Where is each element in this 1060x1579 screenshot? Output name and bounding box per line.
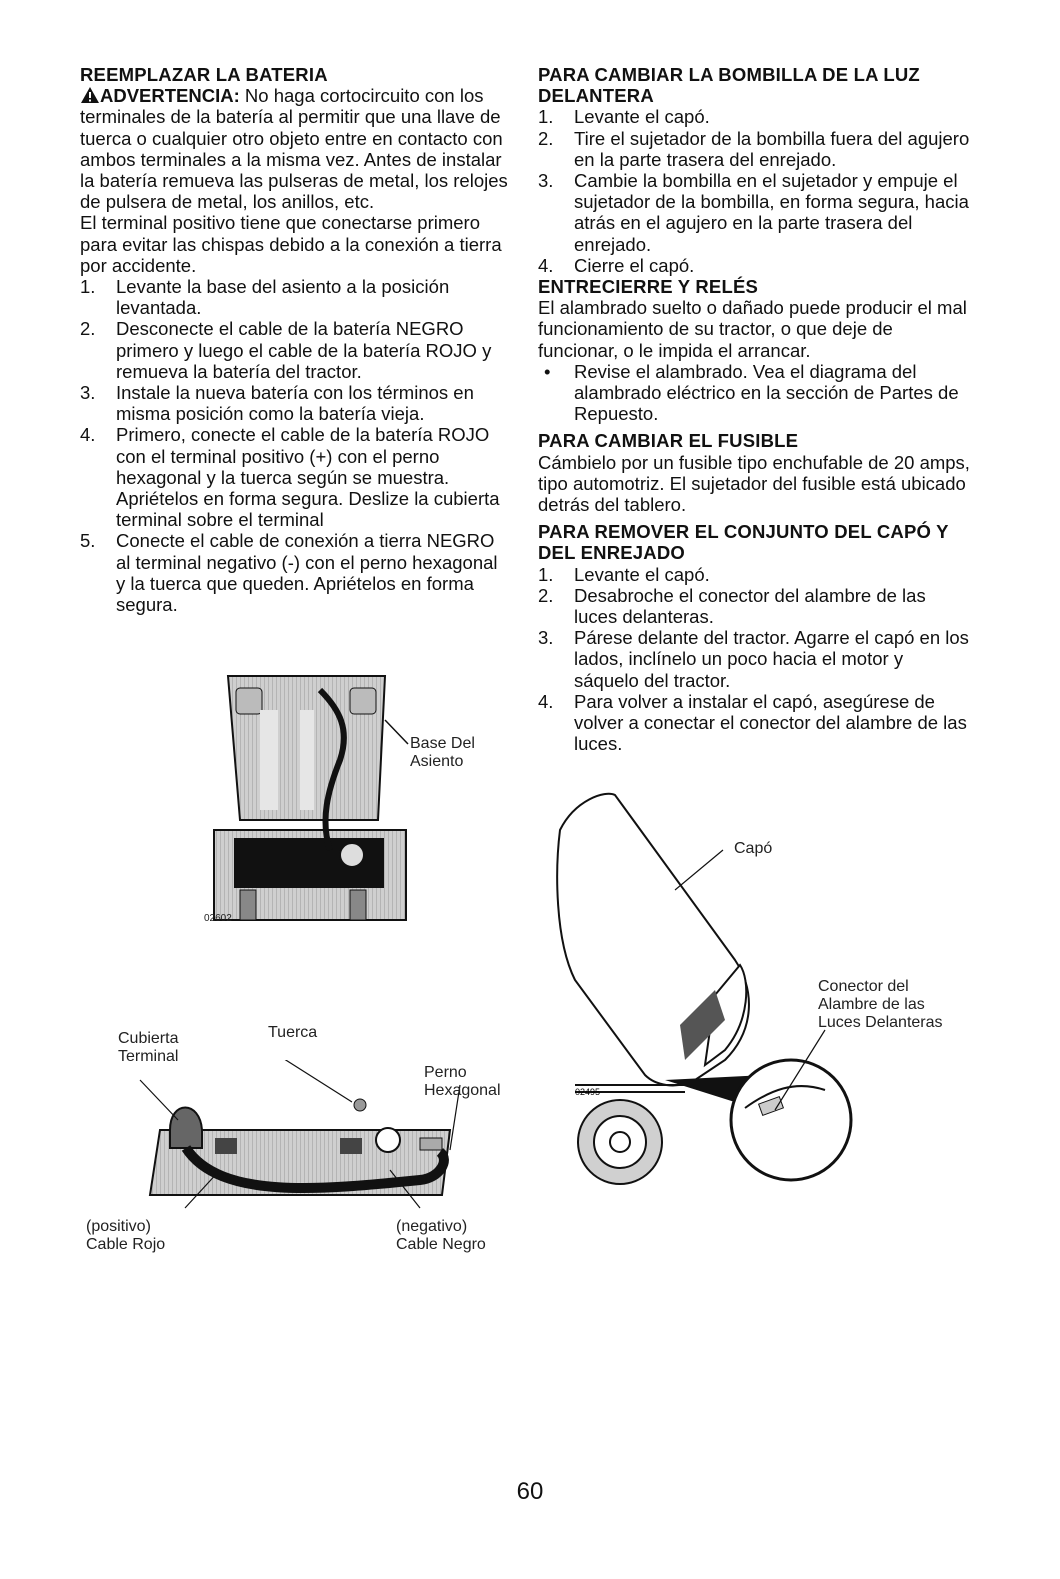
relays-bullets	[538, 361, 970, 425]
battery-steps	[80, 276, 510, 615]
warning-label: ADVERTENCIA:	[100, 85, 240, 107]
hood-label-connector-3: Luces Delanteras	[818, 1014, 943, 1031]
hood-step-text: Desabroche el conector del alambre de las luces delanteras.	[574, 584, 926, 628]
hood-heading: PARA REMOVER EL CONJUNTO DEL CAPÓ Y DEL ENREJADO	[538, 521, 949, 564]
battery-step	[80, 382, 510, 424]
battery-step-text: Levante la base del asiento a la posición levantada.	[116, 276, 450, 319]
battery-label-perno-1: Perno	[424, 1064, 467, 1081]
hood-step	[538, 691, 970, 755]
battery-illustration	[120, 1060, 470, 1210]
seat-label-2: Asiento	[410, 753, 464, 770]
bulb-step	[538, 106, 970, 127]
bulb-step-number: 2.	[538, 127, 554, 149]
page-number: 60	[516, 1478, 544, 1505]
seat-figure-code: 02602	[204, 913, 232, 924]
hood-step-number: 2.	[538, 584, 554, 606]
bulb-step-number: 3.	[538, 170, 554, 192]
battery-step-text: Desconecte el cable de la batería NEGRO primero y luego el cable de la batería ROJO y remueva la batería del tractor.	[116, 318, 492, 382]
hood-step-text: Para volver a instalar el capó, asegúrese de volver a conectar el conector del alambre de las luces.	[574, 690, 967, 755]
battery-heading: REEMPLAZAR LA BATERIA	[80, 64, 328, 85]
hood-step-number: 4.	[538, 690, 554, 712]
bulb-step-number: 1.	[538, 106, 554, 128]
battery-step-number: 2.	[80, 318, 96, 340]
relays-heading: ENTRECIERRE Y RELÉS	[538, 276, 759, 298]
bulb-step-text: Tire el sujetador de la bombilla fuera del agujero en la parte trasera del enrejado.	[574, 127, 970, 170]
battery-step-text: Instale la nueva batería con los términos en misma posición como la batería vieja.	[116, 382, 474, 425]
bulb-step-text: Cambie la bombilla en el sujetador y empuje el sujetador de la bombilla, en forma segura, hacia atrás en el agujero en la parte trasera del enrejado.	[574, 170, 969, 255]
warning-paragraph	[80, 85, 510, 212]
hood-label-capo: Capó	[734, 840, 773, 857]
bulb-step	[538, 128, 970, 170]
battery-step	[80, 276, 510, 318]
hood-label-connector-2: Alambre de las	[818, 996, 925, 1013]
hood-step-text: Levante el capó.	[574, 563, 710, 585]
battery-step-number: 4.	[80, 424, 96, 446]
relays-text: El alambrado suelto o dañado puede producir el mal funcionamiento de su tractor, o que deje de funcionar, o le impida el arrancar.	[538, 297, 967, 361]
bulb-step	[538, 255, 970, 276]
warning-text: No haga cortocircuito con los terminales de la batería al permitir que una llave de tuerca o cualquier otro objeto entre en contacto con ambos terminales a la misma vez. Antes de instalar la batería remueva las pulseras de metal, los relojes de pulsera de metal, los anillos, etc.	[80, 85, 508, 213]
fuse-text: Cámbielo por un fusible tipo enchufable de 20 amps, tipo automotriz. El sujetador del fusible está ubicado detrás del tablero.	[538, 451, 970, 516]
hood-step	[538, 564, 970, 585]
battery-step-number: 5.	[80, 530, 96, 552]
battery-step	[80, 318, 510, 382]
bulb-step-number: 4.	[538, 254, 554, 276]
relays-bullet-text: Revise el alambrado. Vea el diagrama del alambrado eléctrico en la sección de Partes de Repuesto.	[574, 360, 959, 425]
battery-step	[80, 530, 510, 615]
fuse-heading: PARA CAMBIAR EL FUSIBLE	[538, 430, 799, 452]
warning-triangle-icon	[80, 86, 100, 104]
bulb-heading: PARA CAMBIAR LA BOMBILLA DE LA LUZ DELANTERA	[538, 64, 920, 107]
hood-step	[538, 585, 970, 627]
battery-label-negative-1: (negativo)	[396, 1218, 468, 1235]
battery-step-text: Conecte el cable de conexión a tierra NEGRO al terminal negativo (-) con el perno hexagonal y la tuerca que queden. Apriételos en forma segura.	[116, 530, 498, 616]
battery-step-number: 1.	[80, 276, 96, 298]
bulb-steps	[538, 106, 970, 276]
battery-label-positive-1: (positivo)	[86, 1218, 151, 1235]
seat-base-illustration	[200, 670, 420, 932]
hood-step	[538, 627, 970, 691]
relays-bullet-number: •	[544, 360, 551, 382]
relays-bullet	[538, 361, 970, 425]
seat-label-1: Base Del	[410, 735, 475, 752]
hood-steps	[538, 564, 970, 755]
battery-label-cubierta-1: Cubierta	[118, 1030, 179, 1047]
bulb-step-text: Levante el capó.	[574, 106, 710, 128]
battery-step-text: Primero, conecte el cable de la batería ROJO con el terminal positivo (+) con el perno hexagonal y la tuerca según se muestra. Apriételos en forma segura. Deslize la cubierta terminal sobre el terminal	[116, 424, 500, 531]
hood-label-connector-1: Conector del	[818, 978, 909, 995]
bulb-step-text: Cierre el capó.	[574, 254, 695, 276]
battery-step-number: 3.	[80, 382, 96, 404]
hood-figure-code: 02495	[575, 1087, 601, 1097]
battery-label-perno-2: Hexagonal	[424, 1082, 501, 1099]
bulb-step	[538, 170, 970, 255]
battery-step	[80, 424, 510, 530]
battery-label-positive-2: Cable Rojo	[86, 1236, 166, 1253]
hood-step-text: Párese delante del tractor. Agarre el capó en los lados, inclínelo un poco hacia el motor y sáquelo del tractor.	[574, 627, 969, 691]
intro-text: El terminal positivo tiene que conectarse primero para evitar las chispas debido a la conexión a tierra por accidente.	[80, 212, 502, 276]
battery-label-cubierta-2: Terminal	[118, 1048, 179, 1065]
battery-label-negative-2: Cable Negro	[396, 1236, 486, 1253]
hood-step-number: 3.	[538, 627, 554, 649]
left-column	[80, 64, 510, 615]
hood-step-number: 1.	[538, 563, 554, 585]
battery-label-tuerca: Tuerca	[268, 1024, 318, 1041]
right-column	[538, 64, 970, 755]
